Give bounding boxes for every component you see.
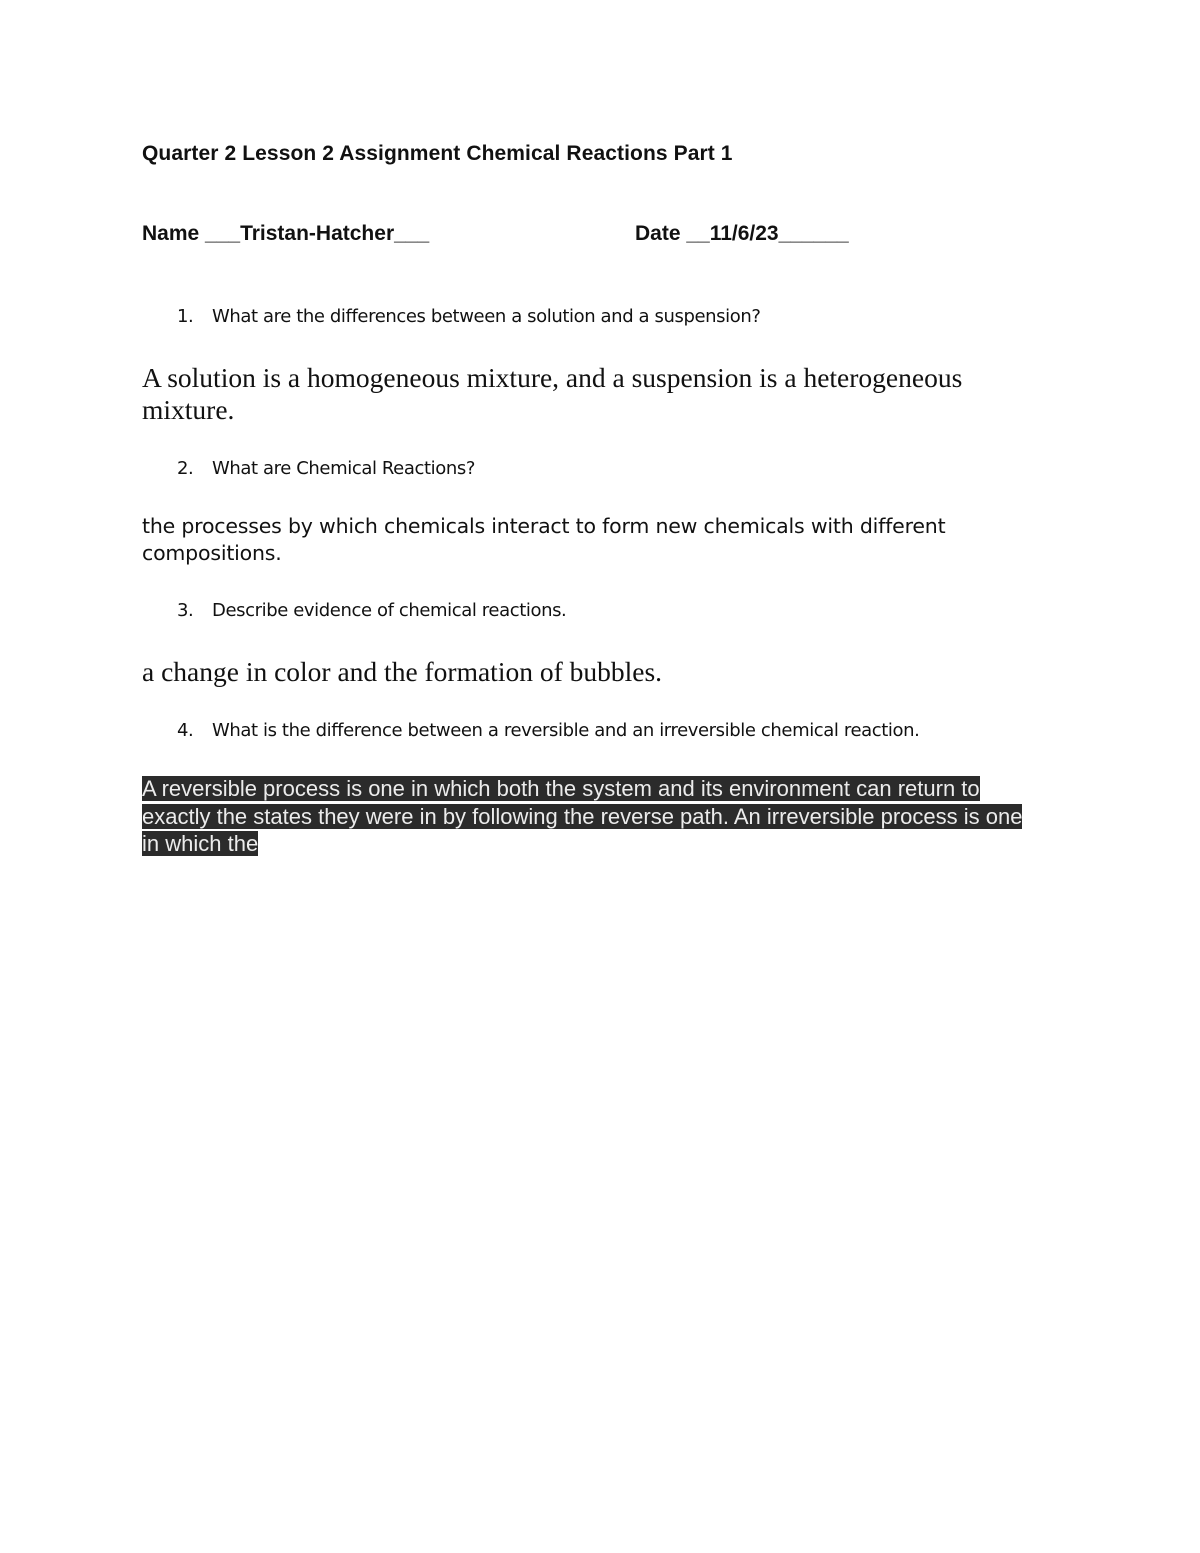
question-2 [177,458,475,479]
question-number: 2. [177,458,194,479]
question-4 [177,720,919,741]
question-3 [177,600,566,621]
answer-4 [142,775,1042,858]
question-number: 3. [177,600,194,621]
answer-1: A solution is a homogeneous mixture, and a suspension is a heterogeneous mixture. [142,362,963,425]
question-text: What are the differences between a solution and a suspension? [212,306,761,327]
student-name-field: Name ___Tristan-Hatcher___ [142,222,430,245]
question-1 [177,306,761,327]
question-text: What is the difference between a reversible and an irreversible chemical reaction. [212,720,920,741]
question-number: 4. [177,720,194,741]
answer-3: a change in color and the formation of bubbles. [142,656,663,687]
question-text: What are Chemical Reactions? [212,458,475,479]
highlighted-answer-text: A reversible process is one in which both the system and its environment can return to exactly the states they were in by following the reverse path. An irreversible process is one in which the [142,776,1023,856]
question-number: 1. [177,306,194,327]
question-text: Describe evidence of chemical reactions. [212,600,567,621]
document-title: Quarter 2 Lesson 2 Assignment Chemical Reactions Part 1 [142,142,733,165]
date-field: Date __11/6/23______ [635,222,849,245]
answer-2: the processes by which chemicals interact to form new chemicals with different compositions. [142,514,946,565]
